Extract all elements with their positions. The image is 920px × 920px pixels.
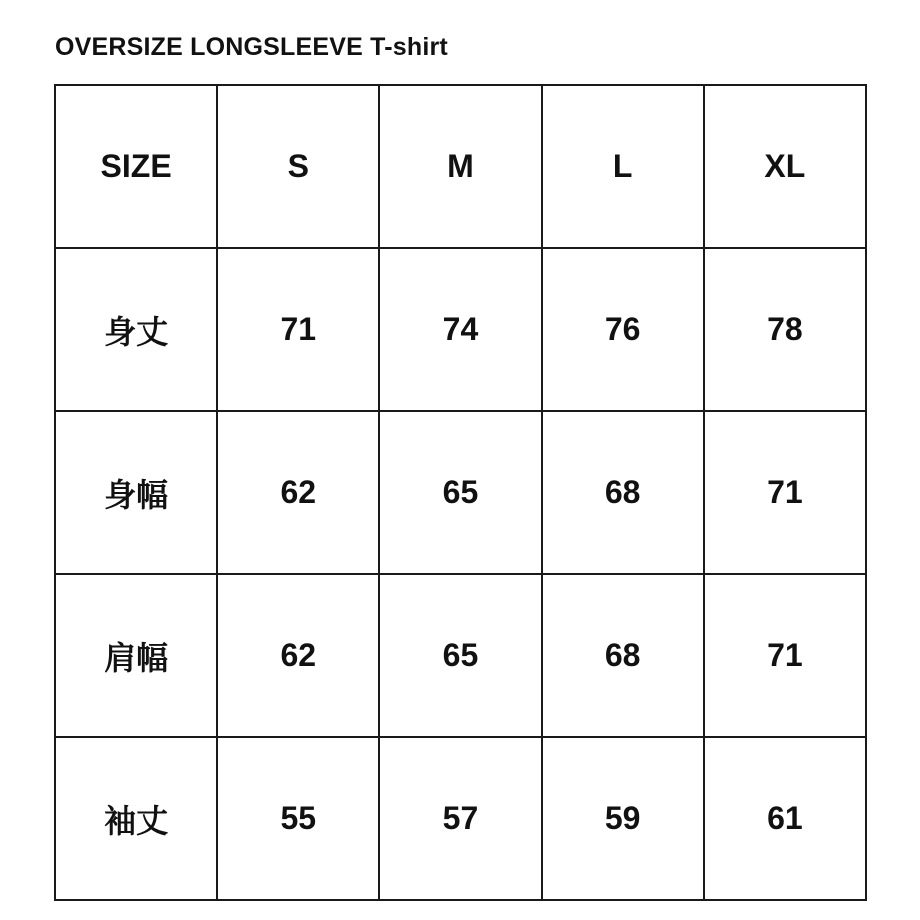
header-cell-s: S [217, 85, 379, 248]
table-cell: 57 [379, 737, 541, 900]
table-cell: 59 [542, 737, 704, 900]
table-cell: 71 [217, 248, 379, 411]
table-row [55, 737, 866, 900]
size-chart-table [54, 84, 867, 901]
header-cell-size: SIZE [55, 85, 217, 248]
header-cell-l: L [542, 85, 704, 248]
table-cell: 68 [542, 574, 704, 737]
page-title: OVERSIZE LONGSLEEVE T-shirt [55, 33, 448, 61]
row-label-sleeve: 袖丈 [55, 737, 217, 900]
row-label-shoulder: 肩幅 [55, 574, 217, 737]
table-cell: 55 [217, 737, 379, 900]
table-cell: 68 [542, 411, 704, 574]
table-header-row [55, 85, 866, 248]
table-cell: 74 [379, 248, 541, 411]
row-label-width: 身幅 [55, 411, 217, 574]
table-row [55, 248, 866, 411]
table-cell: 65 [379, 574, 541, 737]
row-label-length: 身丈 [55, 248, 217, 411]
table-cell: 62 [217, 574, 379, 737]
header-cell-m: M [379, 85, 541, 248]
table-cell: 71 [704, 574, 866, 737]
table-cell: 76 [542, 248, 704, 411]
table-cell: 61 [704, 737, 866, 900]
table-cell: 71 [704, 411, 866, 574]
header-cell-xl: XL [704, 85, 866, 248]
table-cell: 65 [379, 411, 541, 574]
table-row [55, 411, 866, 574]
table-row [55, 574, 866, 737]
table-cell: 62 [217, 411, 379, 574]
table-cell: 78 [704, 248, 866, 411]
